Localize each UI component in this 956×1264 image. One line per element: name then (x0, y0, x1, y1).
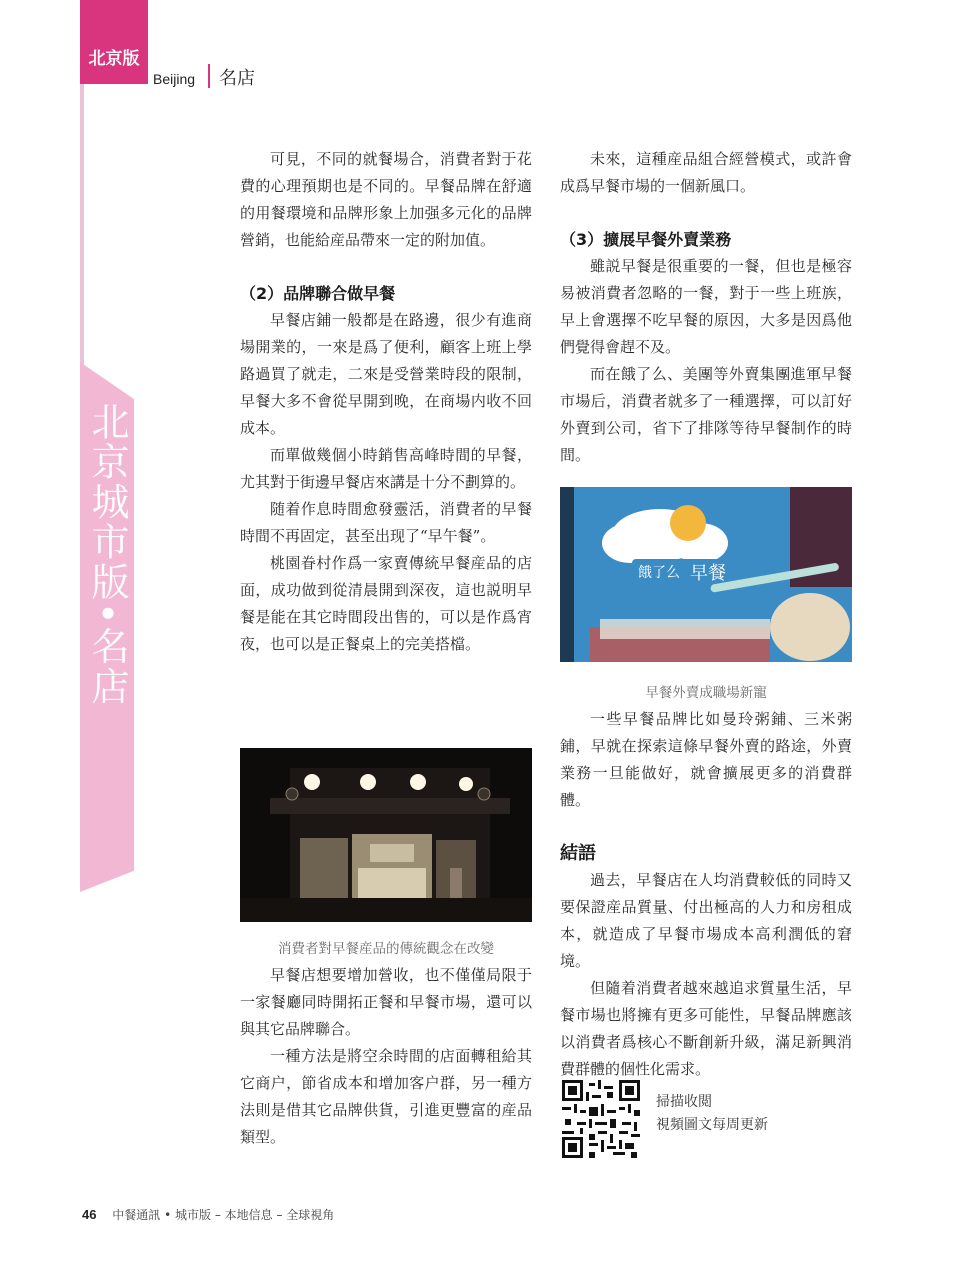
paragraph: 而在餓了么、美團等外賣集團進軍早餐市場后，消費者就多了一種選擇，可以訂好外賣到公司，省下了排隊等待早餐制作的時間。 (560, 365, 852, 464)
edition-label: 北京版 (88, 49, 140, 69)
paragraph: 早餐店想要增加營收，也不僅僅局限于一家餐廳同時開拓正餐和早餐市場，還可以與其它品牌聯合。 (240, 966, 532, 1038)
qr-code[interactable] (562, 1080, 640, 1158)
section-heading-2: （2）品牌聯合做早餐 (240, 284, 396, 303)
qr-label-update: 視頻圖文每周更新 (656, 1117, 768, 1133)
paragraph: 一種方法是將空余時間的店面轉租給其它商户，節省成本和增加客户群，另一種方法則是借其它品牌供貨，引進更豐富的産品類型。 (240, 1047, 532, 1146)
qr-code-graphic (562, 1080, 640, 1158)
header-divider (208, 64, 210, 88)
side-banner-title: 北京城市版•名店 (85, 402, 129, 707)
left-column-top (240, 146, 532, 658)
edition-tab (80, 0, 148, 84)
paragraph: 桃園眷村作爲一家賣傳統早餐産品的店面，成功做到從清晨開到深夜，這也説明早餐是能在其它時間段出售的，可以是作爲宵夜，也可以是正餐桌上的完美搭檔。 (240, 554, 532, 653)
section-heading-3: （3）擴展早餐外賣業務 (560, 230, 732, 249)
left-column-bottom (240, 962, 532, 1151)
paragraph: 一些早餐品牌比如曼玲粥鋪、三米粥鋪，早就在探索這條早餐外賣的路途，外賣業務一旦能做好，就會擴展更多的消費群體。 (560, 710, 852, 809)
paragraph: 随着作息時間愈發靈活，消費者的早餐時間不再固定，甚至出现了“早午餐”。 (240, 500, 532, 545)
delivery-bag-illustration (560, 487, 852, 662)
paragraph: 過去，早餐店在人均消費較低的同時又要保證産品質量、付出極高的人力和房租成本，就造成了早餐市場成本高利潤低的窘境。 (560, 871, 852, 970)
bag-logo-text: 早餐 (690, 563, 726, 584)
paragraph: 而單做幾個小時銷售高峰時間的早餐，尤其對于街邊早餐店來講是十分不劃算的。 (240, 446, 532, 491)
paragraph: 雖説早餐是很重要的一餐，但也是極容易被消費者忽略的一餐，對于一些上班族，早上會選擇不吃早餐的原因，大多是因爲他們覺得會趕不及。 (560, 257, 852, 356)
right-column-top (560, 146, 852, 469)
paragraph: 可見，不同的就餐場合，消費者對于花費的心理預期也是不同的。早餐品牌在舒適的用餐環境和品牌形象上加强多元化的品牌營銷，也能給産品帶來一定的附加值。 (240, 150, 532, 249)
storefront-photo (240, 748, 532, 922)
paragraph: 但隨着消費者越來越追求質量生活，早餐市場也將擁有更多可能性，早餐品牌應該以消費者爲核心不斷創新升級，滿足新興消費群體的個性化需求。 (560, 979, 852, 1078)
paragraph: 早餐店鋪一般都是在路邊，很少有進商場開業的，一來是爲了便利，顧客上班上學路過買了就走，二來是受營業時段的限制，早餐大多不會從早開到晚，在商場内收不回成本。 (240, 311, 532, 437)
photo-caption-left: 消費者對早餐産品的傳統觀念在改變 (278, 941, 494, 957)
conclusion-heading: 結語 (560, 843, 596, 864)
page-footer (82, 1206, 334, 1223)
header-city-en: Beijing (153, 71, 196, 87)
delivery-bag-photo (560, 487, 852, 662)
page-number: 46 (82, 1207, 97, 1222)
storefront-illustration (240, 748, 532, 922)
footer-text: 中餐通訊 • 城市版 – 本地信息 – 全球視角 (112, 1208, 335, 1222)
photo-caption-right: 早餐外賣成職場新寵 (645, 685, 767, 701)
bag-brand-text: 餓了么 (638, 565, 680, 581)
paragraph: 未來，這種産品組合經營模式，或許會成爲早餐市場的一個新風口。 (560, 150, 852, 195)
header-section: 名店 (219, 68, 255, 89)
qr-label-scan: 掃描收閲 (656, 1094, 712, 1110)
right-column-bottom (560, 706, 852, 1083)
